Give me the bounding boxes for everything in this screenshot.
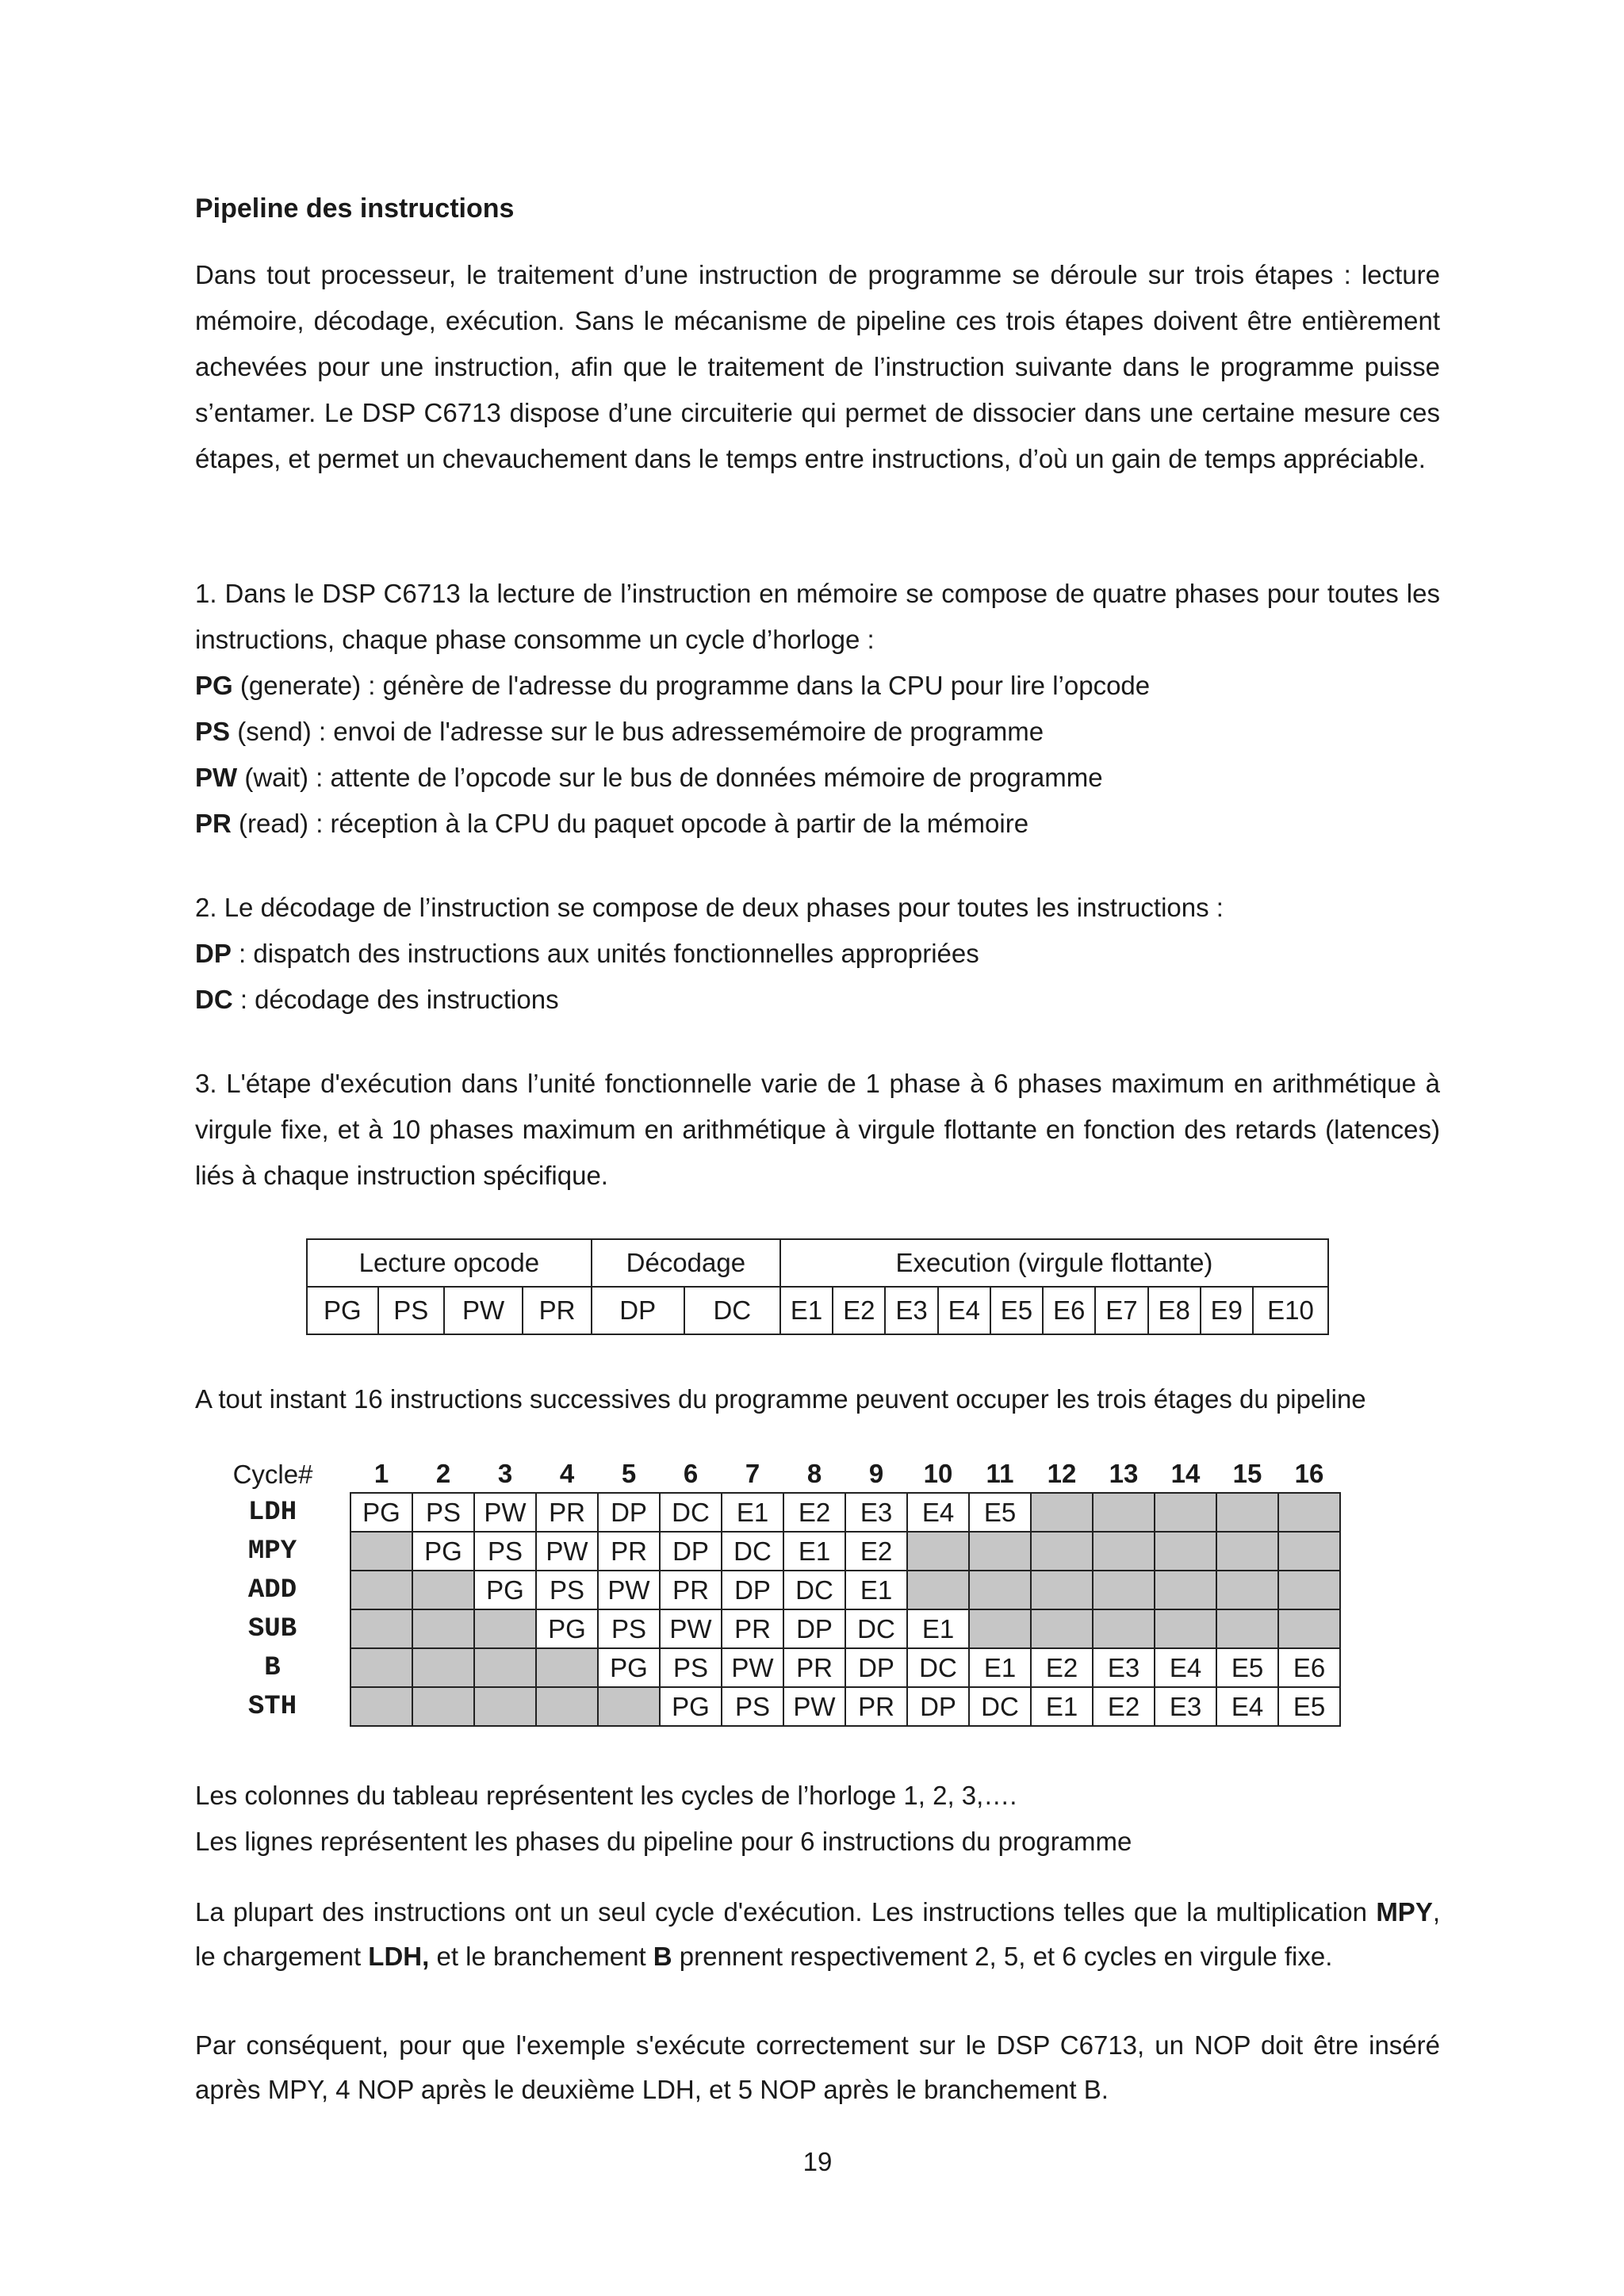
phase-cell: PW — [598, 1571, 660, 1609]
phase-cell: PW — [474, 1493, 536, 1532]
cycle-number: 4 — [559, 1459, 575, 1488]
phase-cell: E2 — [1093, 1687, 1155, 1726]
phase-cell: PG — [536, 1609, 598, 1648]
phase-cell: PS — [722, 1687, 783, 1726]
group-lecture-opcode: Lecture opcode — [307, 1239, 592, 1287]
phase-dp-line: DP : dispatch des instructions aux unités fonctionnelles appropriées — [195, 939, 979, 968]
empty-cell — [412, 1648, 474, 1687]
empty-cell — [907, 1571, 969, 1609]
empty-cell — [1031, 1493, 1093, 1532]
empty-cell — [350, 1609, 412, 1648]
cycle-number: 11 — [986, 1459, 1014, 1488]
phase-cell: DP — [660, 1532, 722, 1571]
phase-cell: DC — [783, 1571, 845, 1609]
page-number: 19 — [802, 2147, 833, 2176]
stage-phase-cell: PR — [523, 1287, 591, 1334]
phase-cell: E6 — [1278, 1648, 1340, 1687]
stage-phase-cell: E8 — [1148, 1287, 1201, 1334]
cycle-number: 12 — [1047, 1459, 1077, 1488]
stage-phase-cell: DP — [592, 1287, 684, 1334]
instruction-row-sub — [195, 1609, 1340, 1648]
phase-cell: PG — [598, 1648, 660, 1687]
empty-cell — [1155, 1532, 1216, 1571]
empty-cell — [1216, 1609, 1278, 1648]
phase-cell: PS — [598, 1609, 660, 1648]
group-execution: Execution (virgule flottante) — [780, 1239, 1328, 1287]
empty-cell — [969, 1571, 1031, 1609]
instruction-row-ldh — [195, 1493, 1340, 1532]
empty-cell — [1093, 1609, 1155, 1648]
phase-cell: E2 — [845, 1532, 907, 1571]
instruction-row-add — [195, 1571, 1340, 1609]
phase-cell: PW — [783, 1687, 845, 1726]
cycle-table — [195, 1456, 1341, 1727]
empty-cell — [1216, 1571, 1278, 1609]
phase-cell: E3 — [845, 1493, 907, 1532]
empty-cell — [1278, 1493, 1340, 1532]
stage-phase-cell: E2 — [833, 1287, 885, 1334]
instruction-name: STH — [247, 1691, 297, 1722]
empty-cell — [969, 1609, 1031, 1648]
empty-cell — [907, 1532, 969, 1571]
instruction-row-b — [195, 1648, 1340, 1687]
empty-cell — [1216, 1532, 1278, 1571]
phase-cell: PW — [660, 1609, 722, 1648]
phase-cell: PW — [536, 1532, 598, 1571]
empty-cell — [1155, 1609, 1216, 1648]
phase-cell: PR — [783, 1648, 845, 1687]
instruction-row-sth — [195, 1687, 1340, 1726]
phase-cell: DP — [722, 1571, 783, 1609]
final-paragraph-2: Par conséquent, pour que l'exemple s'exécute correctement sur le DSP C6713, un NOP doit être inséré après MPY, 4 NOP après le deuxième LDH, et 5 NOP après le branchement B. — [195, 2030, 1440, 2104]
empty-cell — [412, 1609, 474, 1648]
section-heading: Pipeline des instructions — [195, 193, 515, 224]
empty-cell — [1093, 1493, 1155, 1532]
empty-cell — [350, 1648, 412, 1687]
note-rows: Les lignes représentent les phases du pipeline pour 6 instructions du programme — [195, 1827, 1132, 1856]
empty-cell — [1031, 1532, 1093, 1571]
empty-cell — [598, 1687, 660, 1726]
empty-cell — [1278, 1532, 1340, 1571]
phase-pw-line: PW (wait) : attente de l’opcode sur le bus de données mémoire de programme — [195, 763, 1103, 792]
stage-phase-cell: DC — [684, 1287, 780, 1334]
phase-cell: DC — [907, 1648, 969, 1687]
cycle-number: 3 — [497, 1459, 513, 1488]
cycle-number: 2 — [435, 1459, 451, 1488]
cycle-number: 16 — [1294, 1459, 1324, 1488]
phase-cell: PW — [722, 1648, 783, 1687]
phase-cell: DP — [845, 1648, 907, 1687]
cycle-number: 9 — [868, 1459, 884, 1488]
instruction-name: B — [264, 1652, 281, 1683]
empty-cell — [350, 1571, 412, 1609]
stage-table — [306, 1238, 1329, 1335]
section1-paragraph: 1. Dans le DSP C6713 la lecture de l’instruction en mémoire se compose de quatre phases pour toutes les instructions, chaque phase consomme un cycle d’horloge : — [195, 579, 1440, 654]
empty-cell — [1278, 1571, 1340, 1609]
cycle-number: 13 — [1109, 1459, 1139, 1488]
phase-ps-line: PS (send) : envoi de l'adresse sur le bus adressemémoire de programme — [195, 717, 1044, 746]
phase-cell: PG — [350, 1493, 412, 1532]
phase-cell: E1 — [969, 1648, 1031, 1687]
phase-pr-line: PR (read) : réception à la CPU du paquet opcode à partir de la mémoire — [195, 809, 1029, 838]
empty-cell — [474, 1687, 536, 1726]
phase-cell: DP — [783, 1609, 845, 1648]
stage-group-row — [307, 1239, 1328, 1287]
instruction-name: MPY — [247, 1536, 297, 1567]
phase-cell: DP — [598, 1493, 660, 1532]
stage-phase-cell: E1 — [780, 1287, 833, 1334]
phase-cell: PG — [474, 1571, 536, 1609]
phase-cell: DC — [845, 1609, 907, 1648]
phase-cell: PR — [536, 1493, 598, 1532]
cycle-number: 10 — [923, 1459, 953, 1488]
empty-cell — [474, 1609, 536, 1648]
empty-cell — [1031, 1571, 1093, 1609]
phase-cell: E4 — [1155, 1648, 1216, 1687]
instruction-name: LDH — [247, 1497, 297, 1528]
phase-cell: E5 — [1278, 1687, 1340, 1726]
stage-phase-cell: E7 — [1095, 1287, 1147, 1334]
phase-cell: E5 — [1216, 1648, 1278, 1687]
stage-phase-row — [307, 1287, 1328, 1334]
cycle-header-row — [195, 1456, 1340, 1493]
instruction-name: ADD — [247, 1575, 297, 1605]
group-decodage: Décodage — [592, 1239, 780, 1287]
empty-cell — [969, 1532, 1031, 1571]
stage-phase-cell: E10 — [1253, 1287, 1328, 1334]
cycle-table-wrapper — [195, 1456, 1341, 1727]
phase-cell: PS — [536, 1571, 598, 1609]
phase-dc-line: DC : décodage des instructions — [195, 985, 559, 1014]
section3-paragraph: 3. L'étape d'exécution dans l’unité fonctionnelle varie de 1 phase à 6 phases maximum en arithmétique à virgule fixe, et à 10 phases maximum en arithmétique à virgule flottante en fonction des retards (latences) liés à chaque instruction spécifique. — [195, 1069, 1440, 1190]
empty-cell — [1155, 1493, 1216, 1532]
empty-cell — [1031, 1609, 1093, 1648]
phase-cell: E5 — [969, 1493, 1031, 1532]
empty-cell — [1093, 1532, 1155, 1571]
empty-cell — [536, 1687, 598, 1726]
cycle-number: 5 — [621, 1459, 637, 1488]
phase-cell: E3 — [1155, 1687, 1216, 1726]
cycle-number: 14 — [1170, 1459, 1201, 1488]
phase-cell: E1 — [722, 1493, 783, 1532]
cycle-number: 8 — [806, 1459, 822, 1488]
phase-cell: DC — [969, 1687, 1031, 1726]
phase-cell: PR — [660, 1571, 722, 1609]
empty-cell — [1278, 1609, 1340, 1648]
stage-phase-cell: E6 — [1043, 1287, 1095, 1334]
instruction-row-mpy — [195, 1532, 1340, 1571]
phase-cell: E2 — [1031, 1648, 1093, 1687]
stage-phase-cell: E9 — [1201, 1287, 1253, 1334]
phase-cell: E1 — [907, 1609, 969, 1648]
phase-cell: PR — [845, 1687, 907, 1726]
phase-cell: PS — [412, 1493, 474, 1532]
phase-cell: E2 — [783, 1493, 845, 1532]
phase-cell: E4 — [907, 1493, 969, 1532]
phase-pg-line: PG (generate) : génère de l'adresse du programme dans la CPU pour lire l’opcode — [195, 671, 1151, 700]
final-paragraph-1: La plupart des instructions ont un seul cycle d'exécution. Les instructions telles que la multiplication MPY, le chargement LDH, et le branchement B prennent respectivement 2, 5, et 6 cycles en virgule fixe. — [195, 1897, 1440, 1971]
stage-phase-cell: E5 — [990, 1287, 1043, 1334]
cycle-number: 7 — [745, 1459, 760, 1488]
empty-cell — [1093, 1571, 1155, 1609]
cycle-number: 1 — [373, 1459, 389, 1488]
section2-paragraph: 2. Le décodage de l’instruction se compose de deux phases pour toutes les instructions : — [195, 893, 1224, 922]
phase-cell: PS — [660, 1648, 722, 1687]
empty-cell — [474, 1648, 536, 1687]
intro-paragraph: Dans tout processeur, le traitement d’une instruction de programme se déroule sur trois étapes : lecture mémoire, décodage, exécution. Sans le mécanisme de pipeline ces trois étapes doivent être entièrement achevées pour une instruction, afin que le traitement de l’instruction suivante dans le programme puisse s’entamer. Le DSP C6713 dispose d’une circuiterie qui permet de dissocier dans une certaine mesure ces étapes, et permet un chevauchement dans le temps entre instructions, d’où un gain de temps appréciable. — [195, 260, 1440, 473]
phase-cell: PG — [412, 1532, 474, 1571]
phase-cell: PR — [598, 1532, 660, 1571]
stage-phase-cell: PG — [307, 1287, 378, 1334]
empty-cell — [412, 1687, 474, 1726]
stage-phase-cell: PS — [378, 1287, 444, 1334]
instruction-name: SUB — [247, 1613, 297, 1644]
phase-cell: DC — [660, 1493, 722, 1532]
empty-cell — [1155, 1571, 1216, 1609]
phase-cell: DP — [907, 1687, 969, 1726]
empty-cell — [1216, 1493, 1278, 1532]
phase-cell: E1 — [845, 1571, 907, 1609]
cycle-number: 15 — [1232, 1459, 1262, 1488]
phase-cell: PR — [722, 1609, 783, 1648]
phase-cell: E3 — [1093, 1648, 1155, 1687]
empty-cell — [350, 1532, 412, 1571]
empty-cell — [536, 1648, 598, 1687]
cycle-number: 6 — [683, 1459, 699, 1488]
phase-cell: E4 — [1216, 1687, 1278, 1726]
pipeline-note: A tout instant 16 instructions successives du programme peuvent occuper les trois étages du pipeline — [195, 1384, 1366, 1414]
stage-phase-cell: E3 — [885, 1287, 937, 1334]
cycle-label: Cycle# — [232, 1459, 313, 1489]
stage-phase-cell: PW — [444, 1287, 523, 1334]
stage-phase-cell: E4 — [938, 1287, 990, 1334]
phase-cell: E1 — [783, 1532, 845, 1571]
phase-cell: DC — [722, 1532, 783, 1571]
note-columns: Les colonnes du tableau représentent les cycles de l’horloge 1, 2, 3,…. — [195, 1781, 1017, 1810]
phase-cell: PG — [660, 1687, 722, 1726]
empty-cell — [412, 1571, 474, 1609]
phase-cell: PS — [474, 1532, 536, 1571]
empty-cell — [350, 1687, 412, 1726]
phase-cell: E1 — [1031, 1687, 1093, 1726]
